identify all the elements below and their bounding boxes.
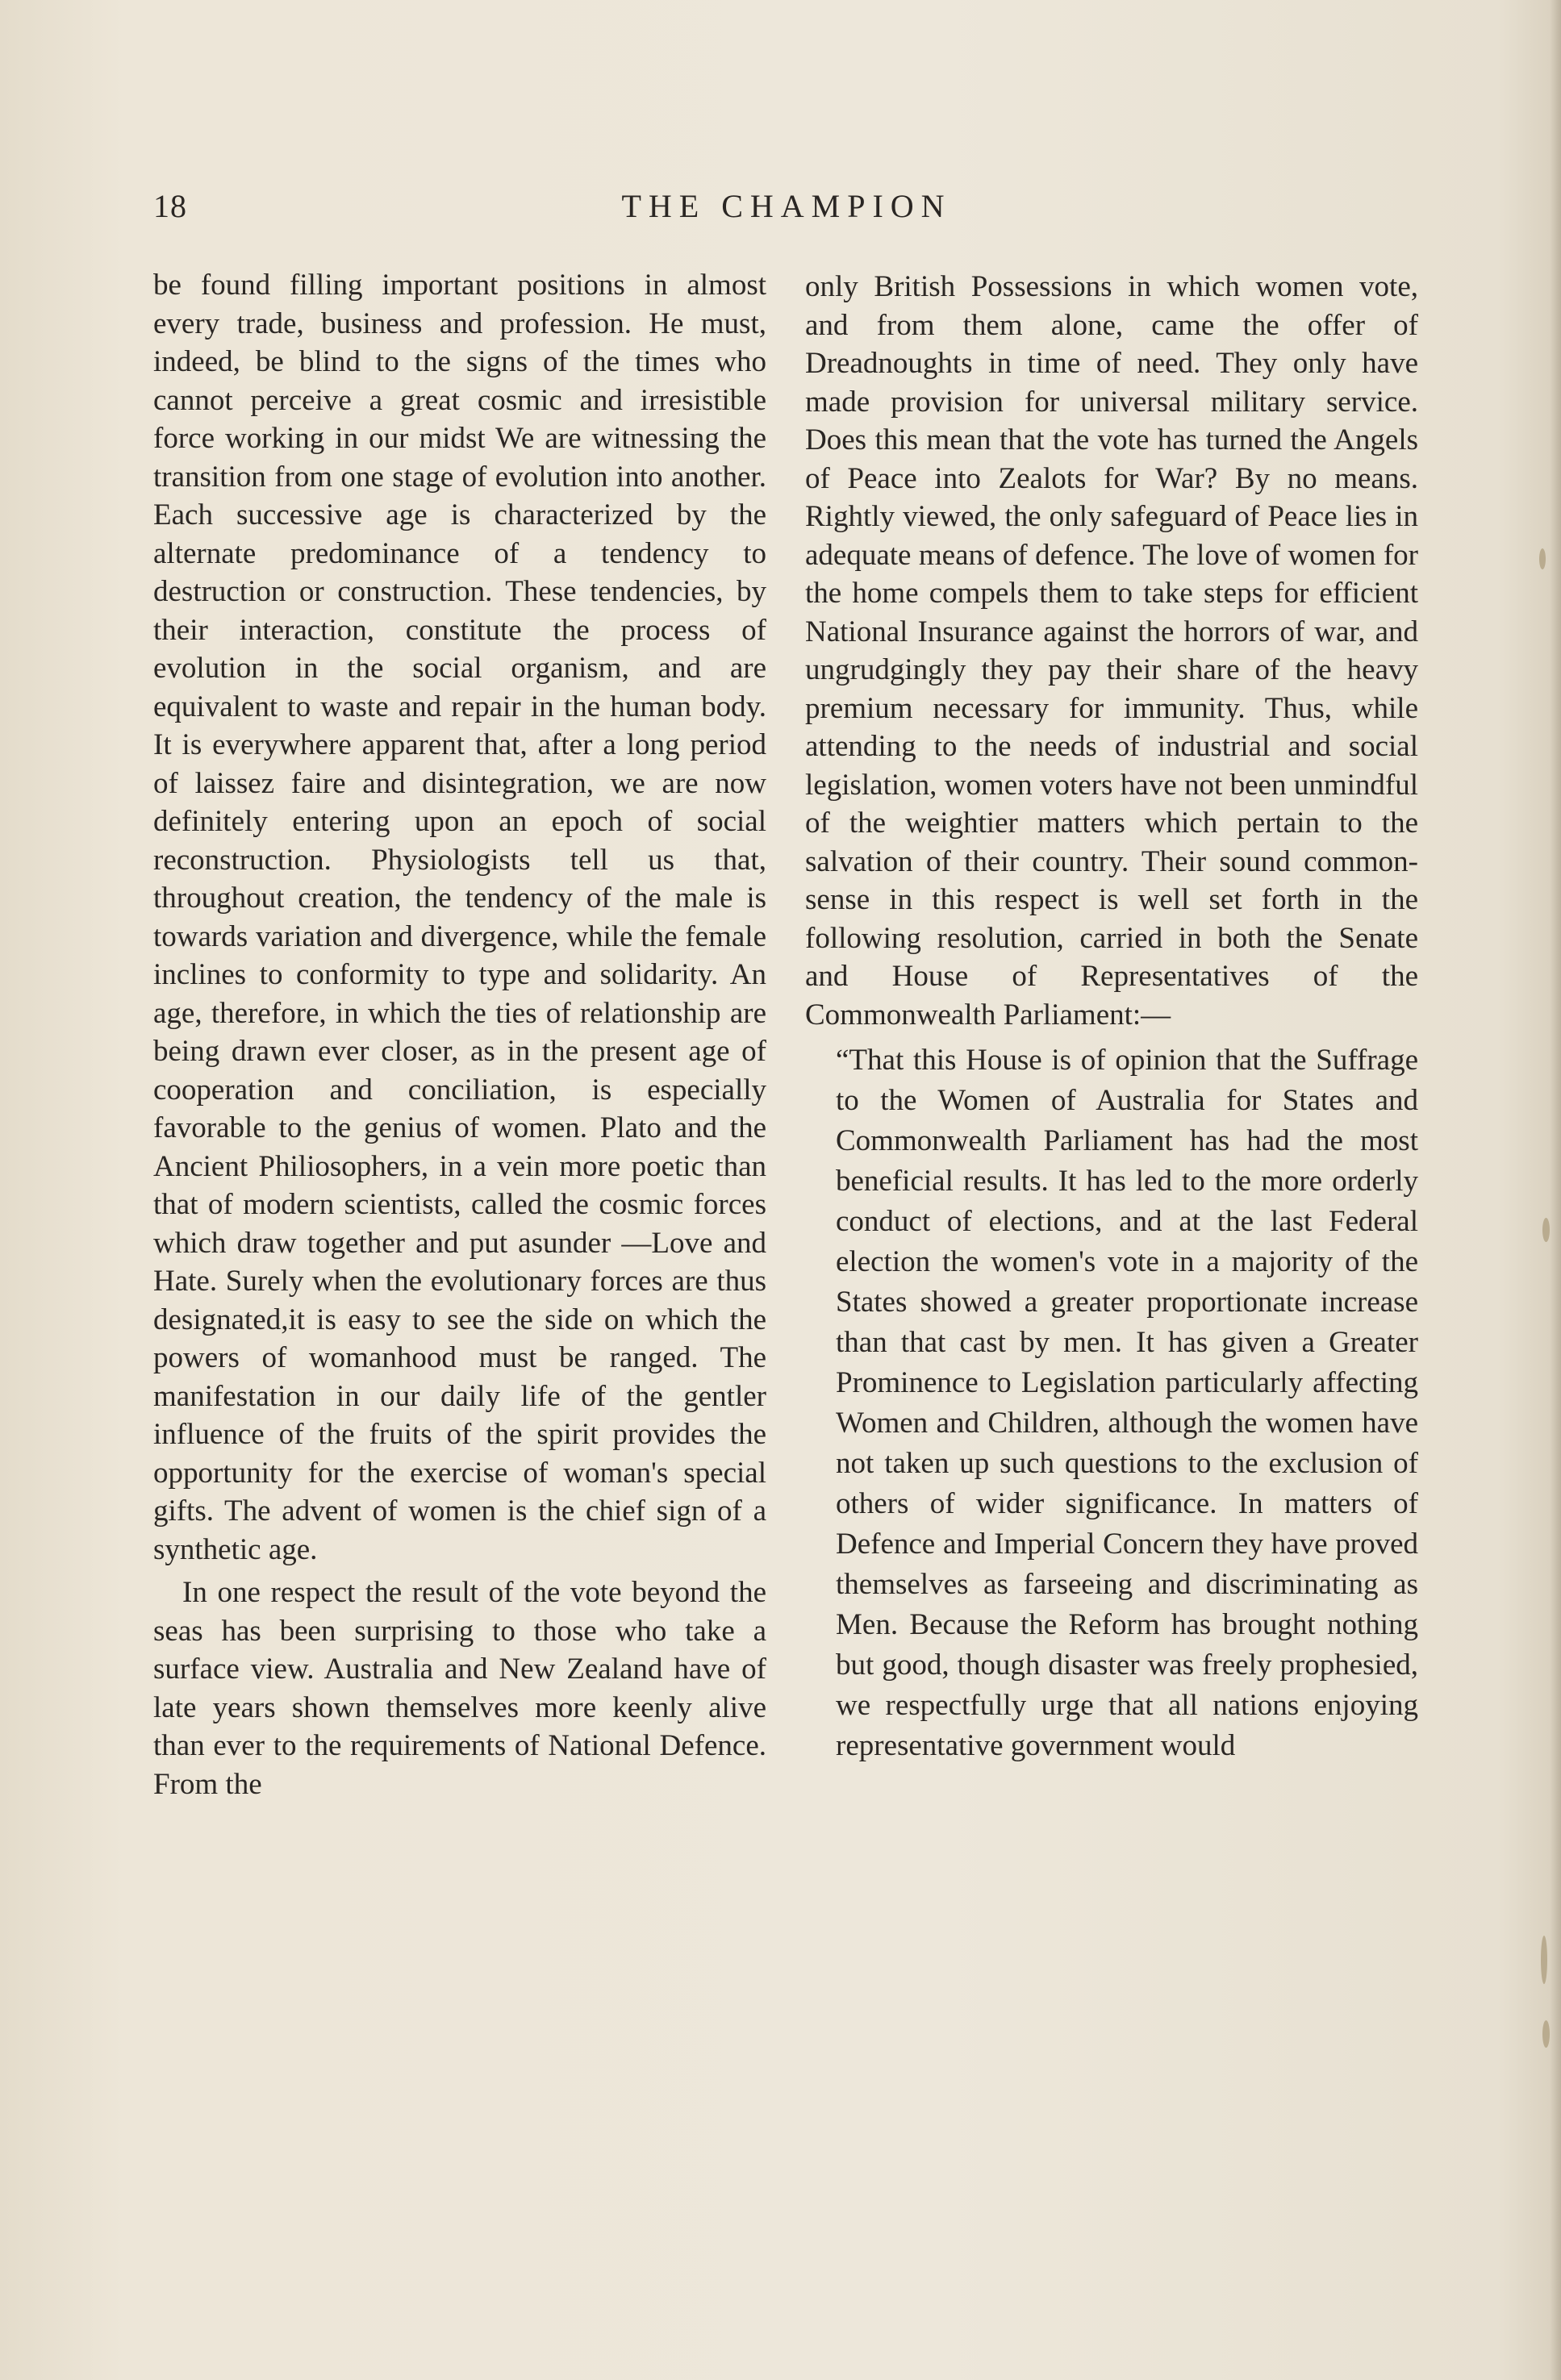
page-header	[153, 187, 1420, 235]
resolution-quote: “That this House is of opinion that the Suffrage to the Women of Australia for States and Commonwealth Parliament has had the most beneficial results. It has led to the more orderly conduct of elections, and at the last Federal election the women's vote in a majority of the States showed a greater proportionate increase than that cast by men. It has given a Greater Prominence to Legislation particularly affecting Women and Children, although the women have not taken up such questions to the exclusion of others of wider significance. In matters of Defence and Imperial Concern they have proved themselves as farseeing and discriminating as Men. Because the Reform has brought nothing but good, though disaster was freely prophesied, we respectfully urge that all nations enjoying representative government would	[836, 1044, 1418, 1762]
right-column	[805, 268, 1418, 1766]
running-title: THE CHAMPION	[621, 188, 952, 224]
page-number: 18	[153, 188, 187, 224]
right-paragraph-1: only British Possessions in which women vote, and from them alone, came the offer of Dreadnoughts in time of need. They only have made provision for universal military service. Does this mean that the vote has turned the Angels of Peace into Zealots for War? By no means. Rightly viewed, the only safeguard of Peace lies in adequate means of defence. The love of women for the home compels them to take steps for efficient National Insurance against the horrors of war, and ungrudgingly they pay their share of the heavy premium necessary for immunity. Thus, while attending to the needs of industrial and social legislation, women voters have not been unmindful of the weightier matters which pertain to the salvation of their country. Their sound common-sense in this respect is well set forth in the following resolution, carried in both the Senate and House of Representatives of the Commonwealth Parliament:—	[805, 270, 1418, 1032]
paper-speck	[1541, 1936, 1547, 1984]
left-paragraph-1: be found filling important positions in almost every trade, business and profession. He must, indeed, be blind to the signs of the times who cannot perceive a great cosmic and irresistible force working in our midst We are witnessing the transition from one stage of evolution into another. Each successive age is characterized by the alternate predominance of a tendency to destruction or construction. These tendencies, by their interaction, constitute the process of evolution in the social organism, and are equivalent to waste and repair in the human body. It is everywhere apparent that, after a long period of laissez faire and disintegration, we are now definitely entering upon an epoch of social reconstruction. Physiologists tell us that, throughout creation, the tendency of the male is towards variation and divergence, while the female inclines to conformity to type and solidarity. An age, therefore, in which the ties of relationship are being drawn ever closer, as in the present age of cooperation and conciliation, is especially favorable to the genius of women. Plato and the Ancient Philiosophers, in a vein more poetic than that of modern scientists, called the cosmic forces which draw together and put asunder —Love and Hate. Surely when the evolutionary forces are thus designated,it is easy to see the side on which the powers of womanhood must be ranged. The manifestation in our daily life of the gentler influence of the fruits of the spirit provides the opportunity for the exercise of woman's special gifts. The advent of women is the chief sign of a synthetic age.	[153, 269, 766, 1566]
page-edge-shadow	[1550, 0, 1561, 2380]
left-column	[153, 266, 766, 1803]
paper-speck	[1542, 1218, 1550, 1242]
paper-speck	[1542, 2020, 1550, 2048]
left-paragraph-2: In one respect the result of the vote beyond the seas has been surprising to those who take a surface view. Australia and New Zealand have of late years shown themselves more keenly alive than ever to the requirements of National Defence. From the	[153, 1576, 766, 1801]
paper-speck	[1539, 548, 1546, 569]
